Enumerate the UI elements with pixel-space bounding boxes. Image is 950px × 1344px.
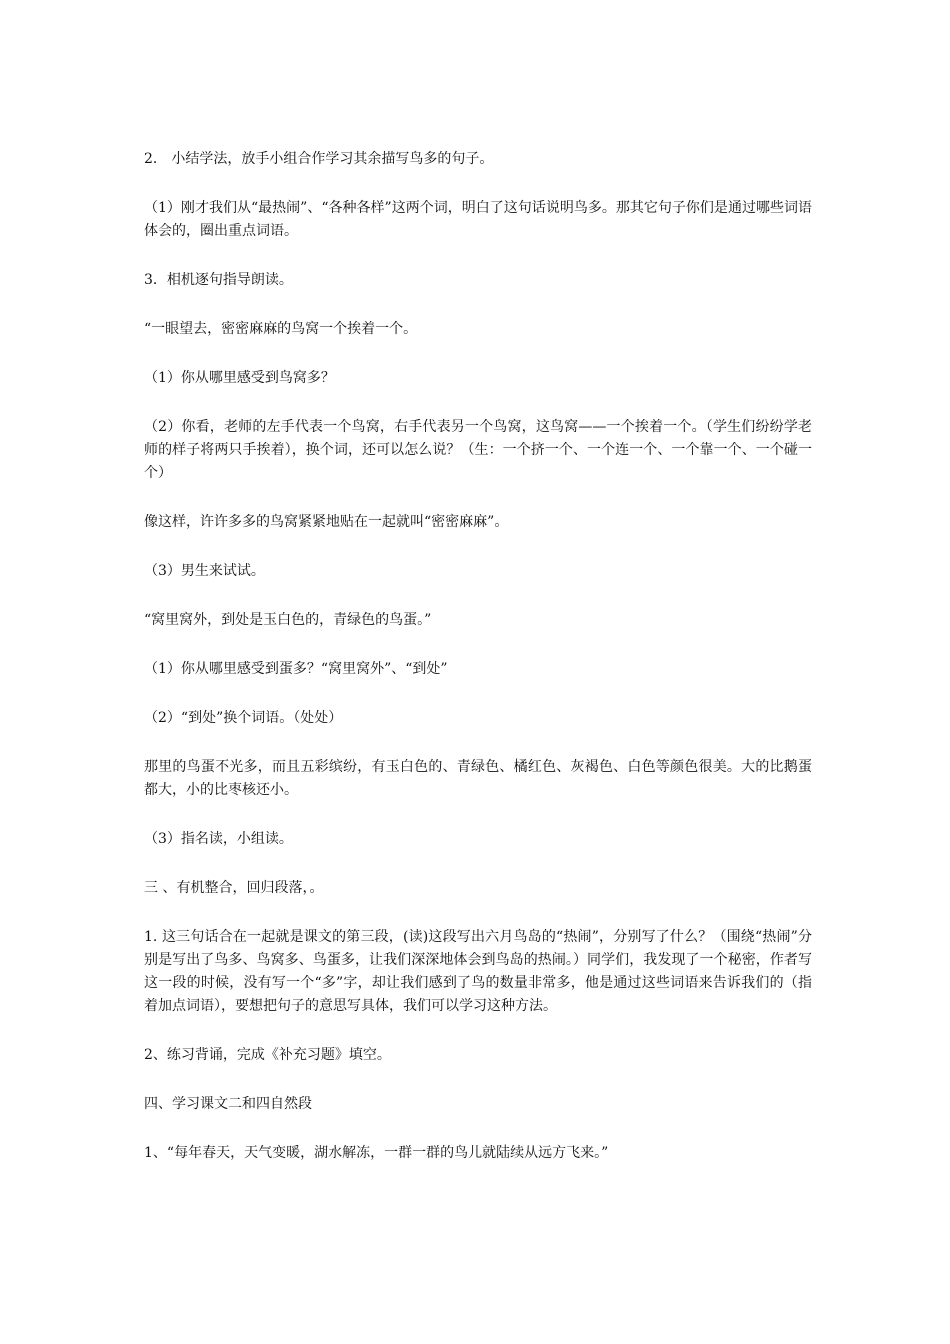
paragraph-replace-word: （2）“到处”换个词语。（处处） bbox=[144, 710, 343, 726]
section-heading-study: 四、学习课文二和四自然段 bbox=[144, 1096, 312, 1112]
paragraph-egg-colors: 那里的鸟蛋不光多，而且五彩缤纷，有玉白色的、青绿色、橘红色、灰褐色、白色等颜色很美。大的比鹅蛋都大，小的比枣核还小。 bbox=[144, 759, 812, 798]
paragraph-summary-method: 2． 小结学法，放手小组合作学习其余描写鸟多的句子。 bbox=[144, 151, 494, 167]
paragraph-question-nests: （1）你从哪里感受到鸟窝多？ bbox=[144, 370, 335, 386]
paragraph-recite: 2、练习背诵，完成《补充习题》填空。 bbox=[144, 1047, 391, 1063]
paragraph-read-aloud: （3）指名读，小组读。 bbox=[144, 831, 293, 847]
paragraph-guided-reading: 3．相机逐句指导朗读。 bbox=[144, 272, 293, 288]
paragraph-step-1: （1）刚才我们从“最热闹”、“各种各样”这两个词，明白了这句话说明鸟多。那其它句子你们是通过哪些词语体会的，圈出重点词语。 bbox=[144, 200, 812, 239]
document-page bbox=[144, 148, 812, 1191]
paragraph-quote-nests: “一眼望去，密密麻麻的鸟窝一个挨着一个。 bbox=[144, 321, 418, 337]
paragraph-third-section: 1. 这三句话合在一起就是课文的第三段，(读)这段写出六月鸟岛的“热闹”，分别写了什么？（围绕“热闹”分别是写出了鸟多、鸟窝多、鸟蛋多，让我们深深地体会到鸟岛的热闹。）同学们，我发现了一个秘密，作者写这一段的时候，没有写一个“多”字，却让我们感到了鸟的数量非常多，他是通过这些词语来告诉我们的（指着加点词语），要想把句子的意思写具体，我们可以学习这种方法。 bbox=[144, 929, 812, 1014]
paragraph-quote-eggs: “窝里窝外，到处是玉白色的，青绿色的鸟蛋。” bbox=[144, 612, 432, 628]
paragraph-question-eggs: （1）你从哪里感受到蛋多？“窝里窝外”、“到处” bbox=[144, 661, 448, 677]
paragraph-dense-explanation: 像这样，许许多多的鸟窝紧紧地贴在一起就叫“密密麻麻”。 bbox=[144, 514, 509, 530]
paragraph-boys-try: （3）男生来试试。 bbox=[144, 563, 265, 579]
paragraph-teacher-demo: （2）你看，老师的左手代表一个鸟窝，右手代表另一个鸟窝，这鸟窝——一个挨着一个。（学生们纷纷学老师的样子将两只手挨着），换个词，还可以怎么说？（生：一个挤一个、一个连一个、一个靠一个、一个碰一个） bbox=[144, 419, 812, 481]
section-heading-integrate: 三 、有机整合，回归段落，。 bbox=[144, 880, 324, 896]
paragraph-spring-quote: 1、“每年春天，天气变暖，湖水解冻，一群一群的鸟儿就陆续从远方飞来。” bbox=[144, 1145, 609, 1161]
